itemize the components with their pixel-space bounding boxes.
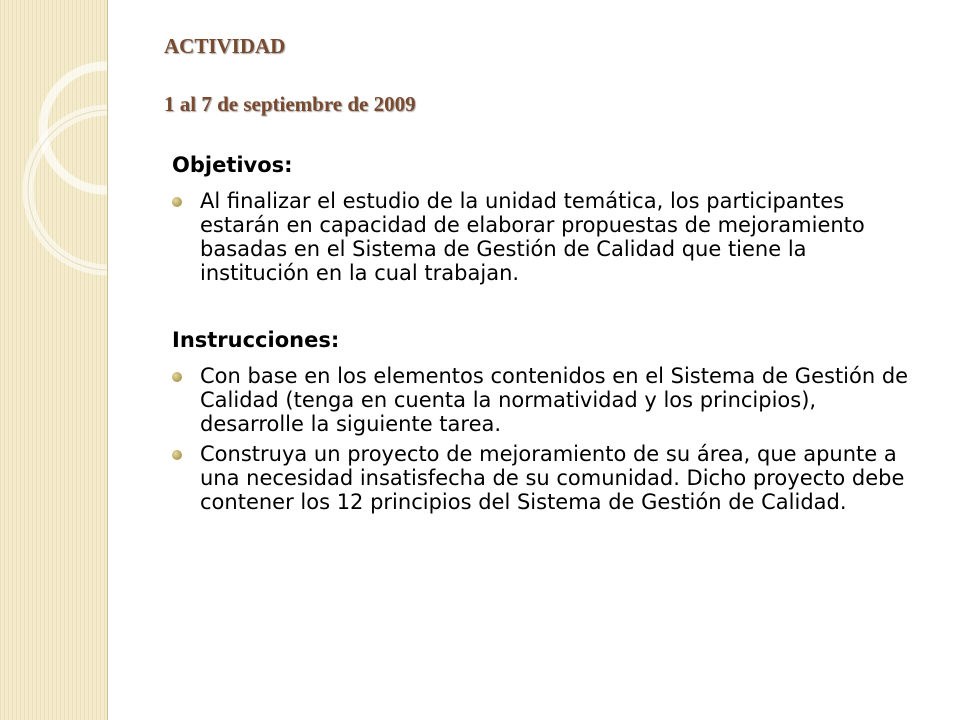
list-item [172,364,920,436]
list-item [172,189,920,285]
objetivos-list [172,189,920,285]
instrucciones-heading: Instrucciones: [172,328,340,352]
objetivos-heading: Objetivos: [172,153,293,177]
list-item [172,442,920,514]
bullet-icon [172,197,182,207]
bullet-icon [172,372,182,382]
slide-body [172,148,920,520]
list-item-text: Al finalizar el estudio de la unidad temática, los participantes estarán en capacidad de elaborar propuestas de mejoramiento basadas en el Sistema de Gestión de Calidad que tiene la institución en la cual trabajan. [200,189,865,285]
instrucciones-list [172,364,920,514]
slide-title: ACTIVIDAD [164,34,286,58]
decorative-circles [0,0,107,720]
bullet-icon [172,450,182,460]
decorative-sidebar [0,0,108,720]
slide-date: 1 al 7 de septiembre de 2009 [164,92,416,116]
list-item-text: Construya un proyecto de mejoramiento de su área, que apunte a una necesidad insatisfecha de su comunidad. Dicho proyecto debe contener los 12 principios del Sistema de Gestión de Calidad. [200,442,905,514]
list-item-text: Con base en los elementos contenidos en el Sistema de Gestión de Calidad (tenga en cuenta la normatividad y los principios), desarrolle la siguiente tarea. [200,364,909,436]
